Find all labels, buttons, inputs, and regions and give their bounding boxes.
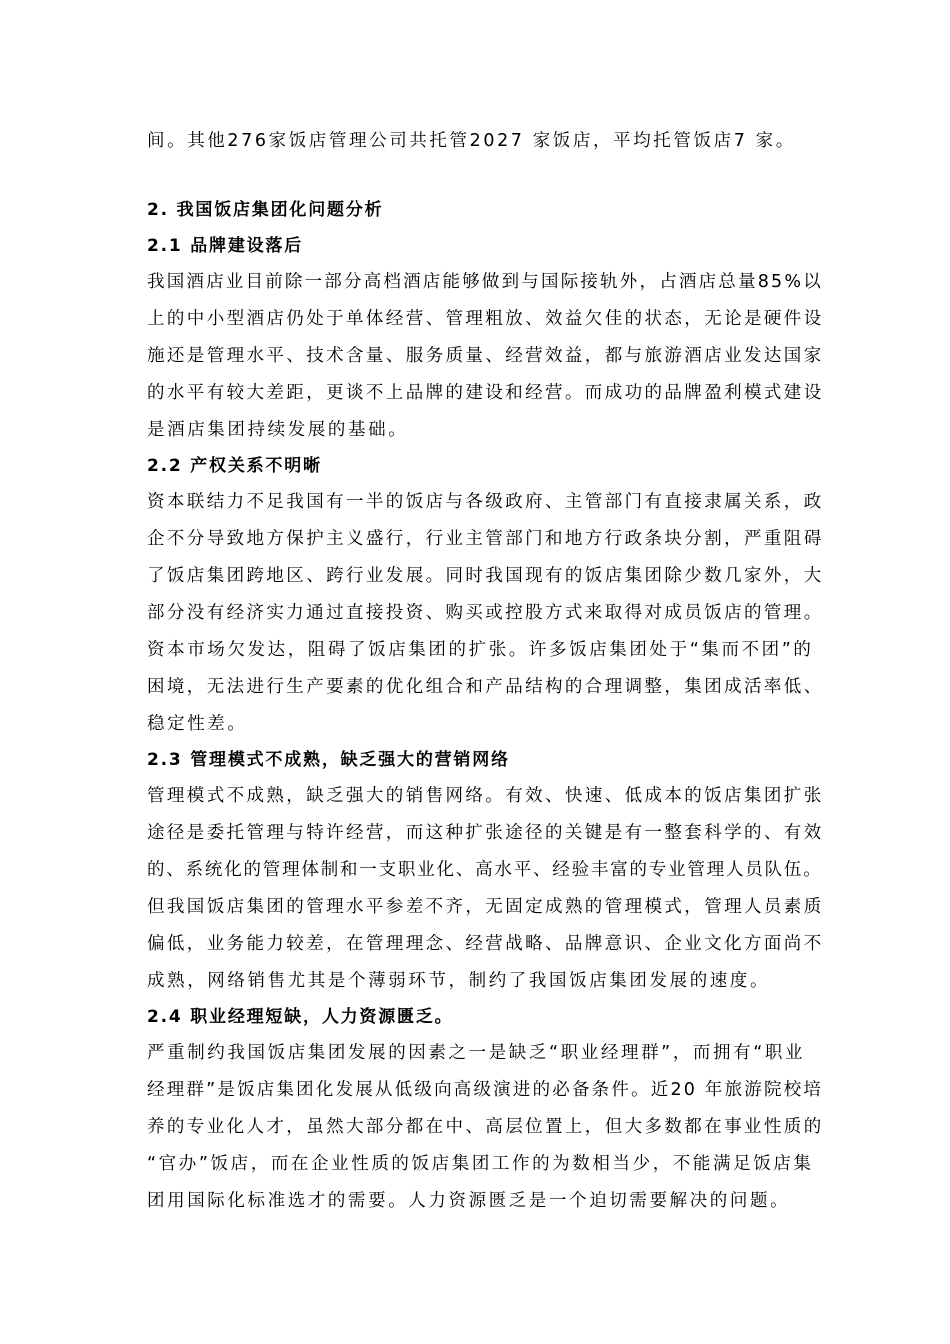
paragraph-line: 我国酒店业目前除一部分高档酒店能够做到与国际接轨外，占酒店总量85%以 xyxy=(147,272,823,292)
paragraph-line: 了饭店集团跨地区、跨行业发展。同时我国现有的饭店集团除少数几家外，大 xyxy=(147,566,824,586)
paragraph-line: 资本市场欠发达，阻碍了饭店集团的扩张。许多饭店集团处于“集而不团”的 xyxy=(147,640,814,660)
paragraph-line: 的、系统化的管理体制和一支职业化、高水平、经验丰富的专业管理人员队伍。 xyxy=(147,860,823,880)
paragraph-line: 团用国际化标准选才的需要。人力资源匮乏是一个迫切需要解决的问题。 xyxy=(147,1191,791,1211)
paragraph-line: 施还是管理水平、技术含量、服务质量、经营效益，都与旅游酒店业发达国家 xyxy=(147,346,824,366)
subsection-2-3-heading: 2.3 管理模式不成熟，缺乏强大的营销网络 xyxy=(147,750,510,770)
paragraph-line: 途径是委托管理与特许经营，而这种扩张途径的关键是有一整套科学的、有效 xyxy=(147,823,824,843)
subsection-2-4-heading: 2.4 职业经理短缺，人力资源匮乏。 xyxy=(147,1007,454,1027)
paragraph-line: 上的中小型酒店仍处于单体经营、管理粗放、效益欠佳的状态，无论是硬件设 xyxy=(147,309,824,329)
subsection-2-1-heading: 2.1 品牌建设落后 xyxy=(147,236,304,256)
paragraph-line: 养的专业化人才，虽然大部分都在中、高层位置上，但大多数都在事业性质的 xyxy=(147,1117,824,1137)
paragraph-line: 的水平有较大差距，更谈不上品牌的建设和经营。而成功的品牌盈利模式建设 xyxy=(147,383,824,403)
paragraph-line: 是酒店集团持续发展的基础。 xyxy=(147,420,409,440)
paragraph-line: 严重制约我国饭店集团发展的因素之一是缺乏“职业经理群”，而拥有“职业 xyxy=(147,1043,806,1063)
paragraph-line: 部分没有经济实力通过直接投资、购买或控股方式来取得对成员饭店的管理。 xyxy=(147,603,824,623)
paragraph-line: 企不分导致地方保护主义盛行，行业主管部门和地方行政条块分割，严重阻碍 xyxy=(147,529,824,549)
subsection-2-2-heading: 2.2 产权关系不明晰 xyxy=(147,456,322,476)
paragraph-line: “官办”饭店，而在企业性质的饭店集团工作的为数相当少，不能满足饭店集 xyxy=(147,1154,814,1174)
section-2-heading: 2. 我国饭店集团化问题分析 xyxy=(147,200,384,220)
paragraph-line: 偏低，业务能力较差，在管理理念、经营战略、品牌意识、企业文化方面尚不 xyxy=(147,934,824,954)
paragraph-line: 经理群”是饭店集团化发展从低级向高级演进的必备条件。近20 年旅游院校培 xyxy=(147,1080,824,1100)
paragraph-line: 但我国饭店集团的管理水平参差不齐，无固定成熟的管理模式，管理人员素质 xyxy=(147,897,824,917)
intro-paragraph-tail: 间。其他276家饭店管理公司共托管2027 家饭店，平均托管饭店7 家。 xyxy=(147,131,796,151)
paragraph-line: 稳定性差。 xyxy=(147,714,248,734)
paragraph-line: 困境，无法进行生产要素的优化组合和产品结构的合理调整，集团成活率低、 xyxy=(147,677,824,697)
paragraph-line: 成熟，网络销售尤其是个薄弱环节，制约了我国饭店集团发展的速度。 xyxy=(147,971,771,991)
paragraph-line: 管理模式不成熟，缺乏强大的销售网络。有效、快速、低成本的饭店集团扩张 xyxy=(147,786,824,806)
paragraph-line: 资本联结力不足我国有一半的饭店与各级政府、主管部门有直接隶属关系，政 xyxy=(147,492,824,512)
